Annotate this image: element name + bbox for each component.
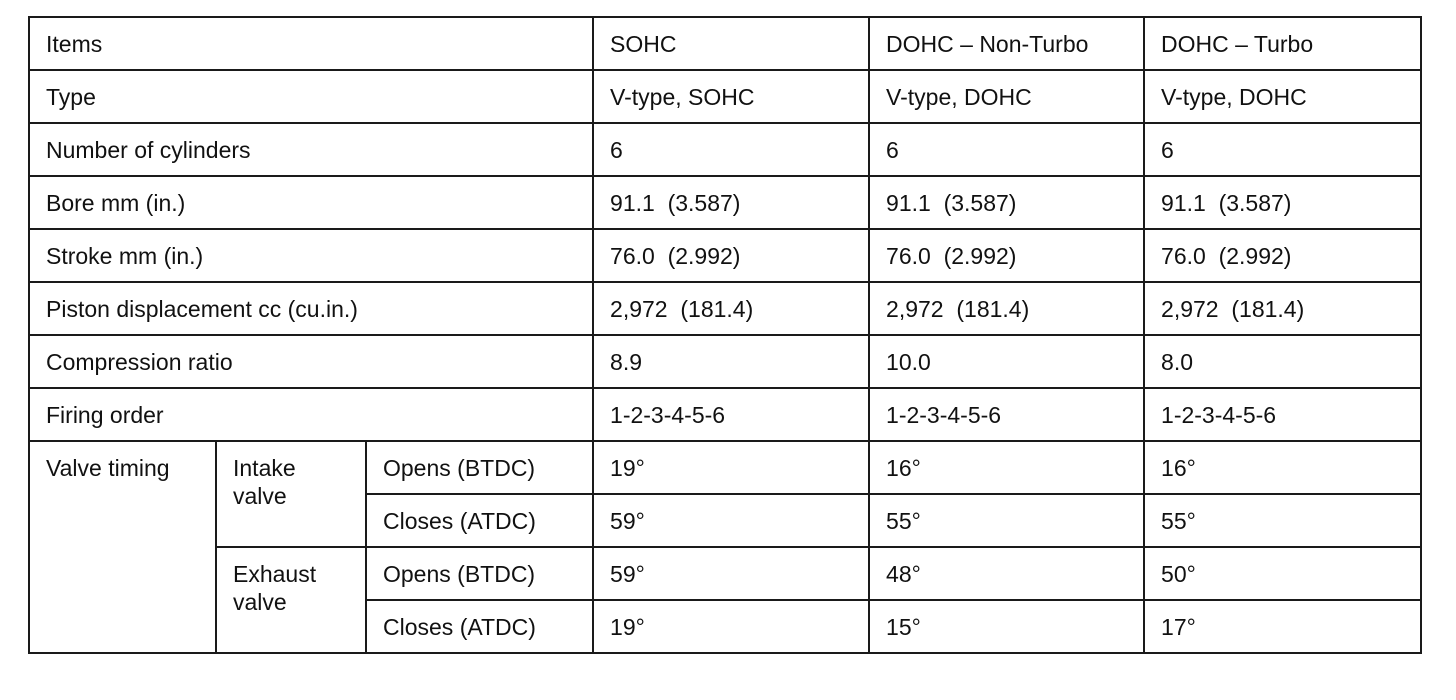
table-cell: 16° bbox=[1144, 441, 1421, 494]
intake-valve-label: Intake valve bbox=[216, 441, 366, 547]
row-label: Bore mm (in.) bbox=[29, 176, 593, 229]
table-cell: 76.0 (2.992) bbox=[1144, 229, 1421, 282]
table-cell: 76.0 (2.992) bbox=[593, 229, 869, 282]
row-label: Opens (BTDC) bbox=[366, 441, 593, 494]
table-cell: 59° bbox=[593, 494, 869, 547]
table-cell: 19° bbox=[593, 600, 869, 653]
table-row bbox=[29, 123, 1421, 176]
table-cell: 55° bbox=[869, 494, 1144, 547]
table-row bbox=[29, 441, 1421, 494]
table-cell: V-type, DOHC bbox=[1144, 70, 1421, 123]
row-label: Piston displacement cc (cu.in.) bbox=[29, 282, 593, 335]
table-cell: 10.0 bbox=[869, 335, 1144, 388]
header-cell-dohc-turbo: DOHC – Turbo bbox=[1144, 17, 1421, 70]
table-row bbox=[29, 229, 1421, 282]
table-cell: 1-2-3-4-5-6 bbox=[593, 388, 869, 441]
table-row bbox=[29, 176, 1421, 229]
table-cell: 6 bbox=[593, 123, 869, 176]
row-label: Firing order bbox=[29, 388, 593, 441]
table-cell: 2,972 (181.4) bbox=[1144, 282, 1421, 335]
row-label: Compression ratio bbox=[29, 335, 593, 388]
table-row bbox=[29, 282, 1421, 335]
table-cell: 8.0 bbox=[1144, 335, 1421, 388]
table-cell: 17° bbox=[1144, 600, 1421, 653]
table-row bbox=[29, 388, 1421, 441]
table-cell: 1-2-3-4-5-6 bbox=[1144, 388, 1421, 441]
table-cell: 59° bbox=[593, 547, 869, 600]
table-cell: 8.9 bbox=[593, 335, 869, 388]
table-cell: 1-2-3-4-5-6 bbox=[869, 388, 1144, 441]
table-cell: 15° bbox=[869, 600, 1144, 653]
table-cell: 55° bbox=[1144, 494, 1421, 547]
table-row bbox=[29, 547, 1421, 600]
header-cell-sohc: SOHC bbox=[593, 17, 869, 70]
header-row bbox=[29, 17, 1421, 70]
table-cell: 19° bbox=[593, 441, 869, 494]
row-label: Closes (ATDC) bbox=[366, 494, 593, 547]
table-cell: 91.1 (3.587) bbox=[593, 176, 869, 229]
table-cell: 6 bbox=[1144, 123, 1421, 176]
table-row bbox=[29, 70, 1421, 123]
header-cell-items: Items bbox=[29, 17, 593, 70]
table-row bbox=[29, 335, 1421, 388]
table-cell: 91.1 (3.587) bbox=[1144, 176, 1421, 229]
row-label: Type bbox=[29, 70, 593, 123]
table-cell: 48° bbox=[869, 547, 1144, 600]
table-cell: 91.1 (3.587) bbox=[869, 176, 1144, 229]
exhaust-valve-label: Exhaust valve bbox=[216, 547, 366, 653]
table-cell: 76.0 (2.992) bbox=[869, 229, 1144, 282]
header-cell-dohc-non-turbo: DOHC – Non-Turbo bbox=[869, 17, 1144, 70]
engine-spec-table bbox=[28, 16, 1422, 654]
row-label: Opens (BTDC) bbox=[366, 547, 593, 600]
row-label: Stroke mm (in.) bbox=[29, 229, 593, 282]
valve-timing-label: Valve timing bbox=[29, 441, 216, 653]
table-cell: 2,972 (181.4) bbox=[593, 282, 869, 335]
table-cell: 2,972 (181.4) bbox=[869, 282, 1144, 335]
table-cell: 16° bbox=[869, 441, 1144, 494]
table-cell: 6 bbox=[869, 123, 1144, 176]
row-label: Number of cylinders bbox=[29, 123, 593, 176]
table-cell: V-type, DOHC bbox=[869, 70, 1144, 123]
row-label: Closes (ATDC) bbox=[366, 600, 593, 653]
table-cell: 50° bbox=[1144, 547, 1421, 600]
table-cell: V-type, SOHC bbox=[593, 70, 869, 123]
